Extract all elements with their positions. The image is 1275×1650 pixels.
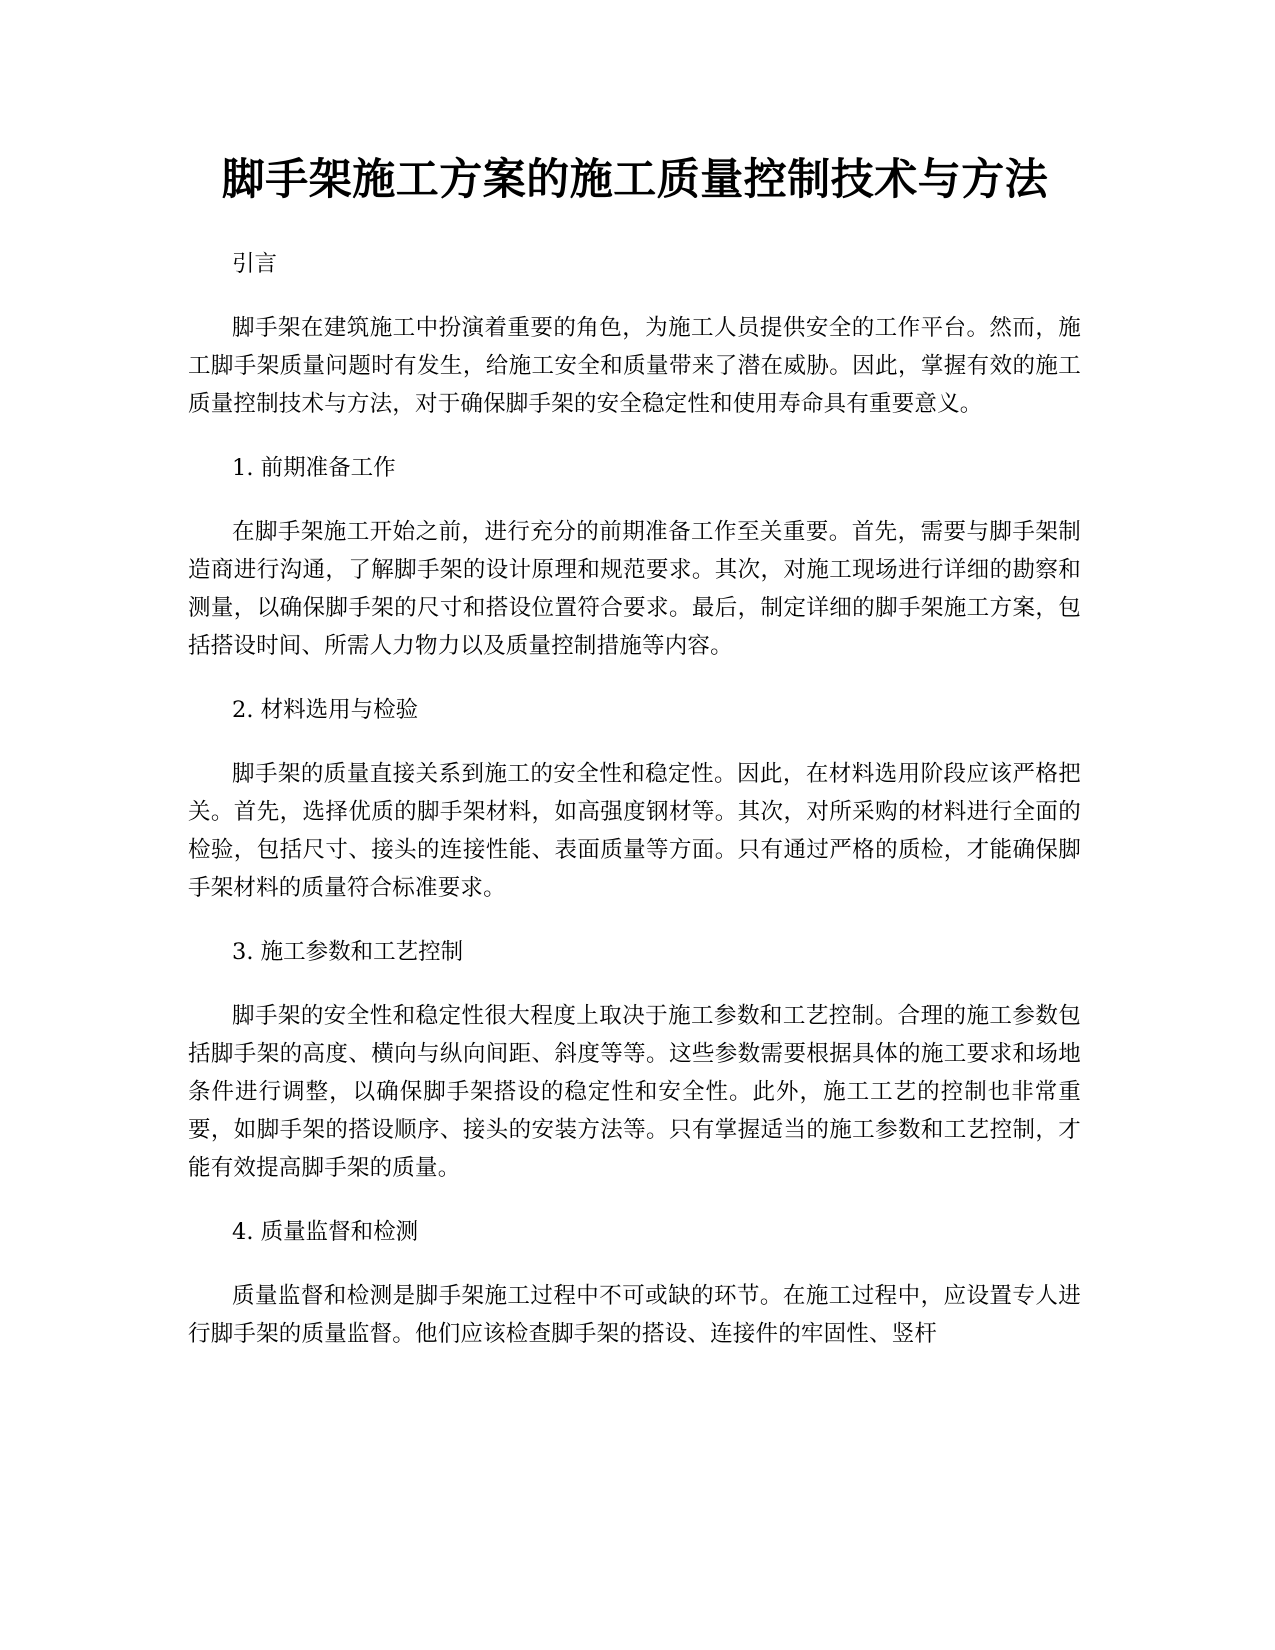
paragraph-intro: 脚手架在建筑施工中扮演着重要的角色，为施工人员提供安全的工作平台。然而，施工脚手架质量问题时有发生，给施工安全和质量带来了潜在威胁。因此，掌握有效的施工质量控制技术与方法，对于确保脚手架的安全稳定性和使用寿命具有重要意义。 [188, 315, 1081, 417]
document-title: 脚手架施工方案的施工质量控制技术与方法 [221, 155, 1049, 205]
document-body [188, 245, 1081, 1379]
section-heading-intro: 引言 [232, 251, 278, 277]
paragraph-materials: 脚手架的质量直接关系到施工的安全性和稳定性。因此，在材料选用阶段应该严格把关。首先，选择优质的脚手架材料，如高强度钢材等。其次，对所采购的材料进行全面的检验，包括尺寸、接头的连接性能、表面质量等方面。只有通过严格的质检，才能确保脚手架材料的质量符合标准要求。 [188, 761, 1081, 901]
section-heading-materials: 2. 材料选用与检验 [232, 697, 419, 723]
section-heading-process-control: 3. 施工参数和工艺控制 [232, 939, 464, 965]
paragraph-process-control: 脚手架的安全性和稳定性很大程度上取决于施工参数和工艺控制。合理的施工参数包括脚手架的高度、横向与纵向间距、斜度等等。这些参数需要根据具体的施工要求和场地条件进行调整，以确保脚手架搭设的稳定性和安全性。此外，施工工艺的控制也非常重要，如脚手架的搭设顺序、接头的安装方法等。只有掌握适当的施工参数和工艺控制，才能有效提高脚手架的质量。 [188, 1003, 1081, 1181]
section-heading-preparation: 1. 前期准备工作 [232, 455, 396, 481]
paragraph-preparation: 在脚手架施工开始之前，进行充分的前期准备工作至关重要。首先，需要与脚手架制造商进行沟通，了解脚手架的设计原理和规范要求。其次，对施工现场进行详细的勘察和测量，以确保脚手架的尺寸和搭设位置符合要求。最后，制定详细的脚手架施工方案，包括搭设时间、所需人力物力以及质量控制措施等内容。 [188, 519, 1081, 659]
paragraph-quality-supervision: 质量监督和检测是脚手架施工过程中不可或缺的环节。在施工过程中，应设置专人进行脚手架的质量监督。他们应该检查脚手架的搭设、连接件的牢固性、竖杆 [188, 1283, 1081, 1347]
section-heading-quality-supervision: 4. 质量监督和检测 [232, 1219, 419, 1245]
